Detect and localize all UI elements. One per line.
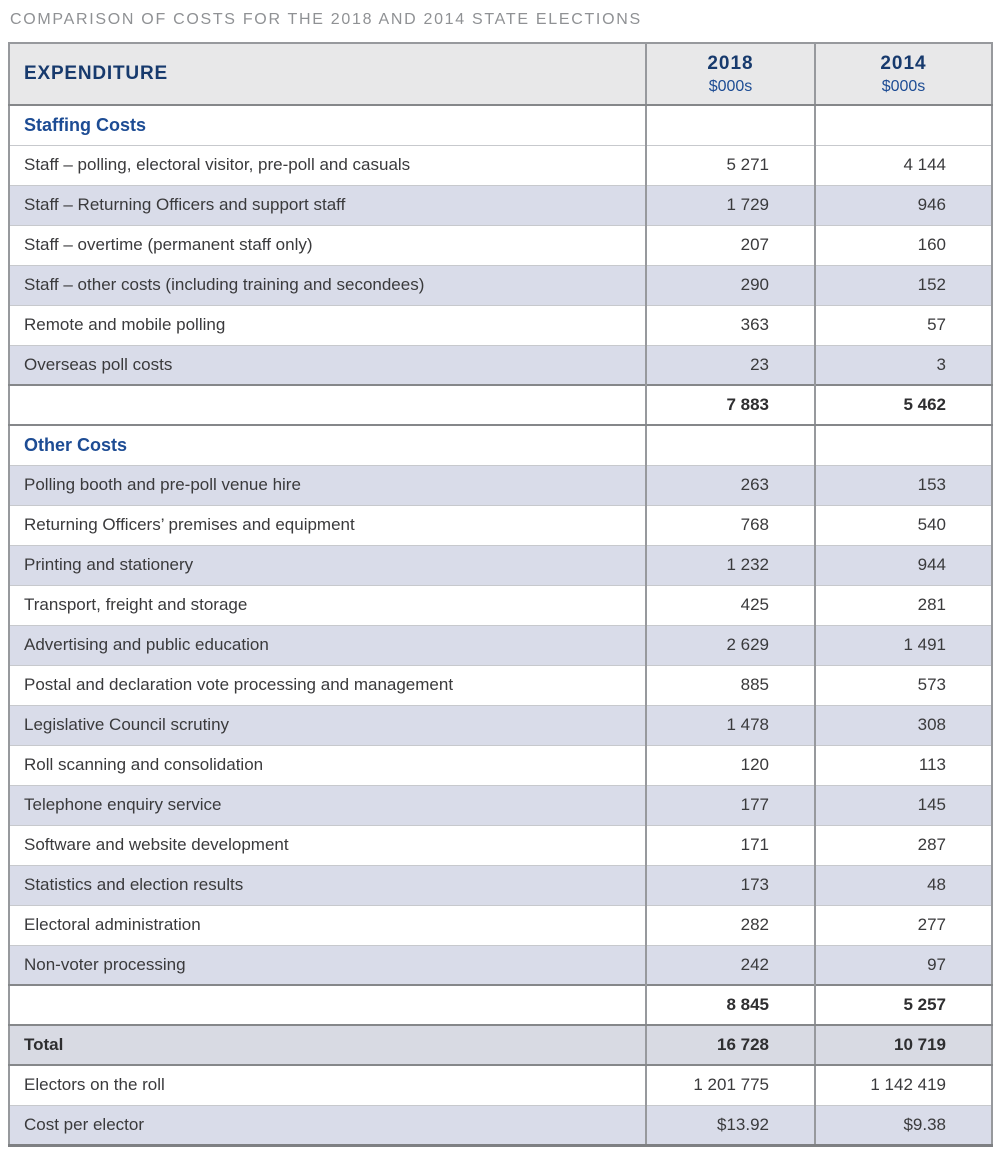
value-2018: 8 845: [646, 985, 815, 1025]
column-header-2018: [646, 43, 815, 105]
table-row: [9, 345, 992, 385]
total-row: [9, 1025, 992, 1065]
value-2018: 7 883: [646, 385, 815, 425]
value-2018: 768: [646, 505, 815, 545]
value-2014: 160: [815, 225, 992, 265]
row-label: Electors on the roll: [9, 1065, 646, 1105]
value-2014: 946: [815, 185, 992, 225]
value-2014: 10 719: [815, 1025, 992, 1065]
table-row: [9, 305, 992, 345]
value-2018: 290: [646, 265, 815, 305]
row-label: Software and website development: [9, 825, 646, 865]
value-2018: 263: [646, 465, 815, 505]
value-2014: 113: [815, 745, 992, 785]
table-row: [9, 265, 992, 305]
value-2014: 145: [815, 785, 992, 825]
year-2018-label: 2018: [707, 53, 754, 75]
value-2014: 48: [815, 865, 992, 905]
value-2018: 2 629: [646, 625, 815, 665]
value-2018: 173: [646, 865, 815, 905]
value-2018: 1 201 775: [646, 1065, 815, 1105]
unit-2018-label: $000s: [708, 77, 753, 95]
table-row: [9, 905, 992, 945]
section-row: [9, 425, 992, 465]
row-label: Other Costs: [9, 425, 646, 465]
subtotal-row: [9, 985, 992, 1025]
value-2018: 885: [646, 665, 815, 705]
row-label: Roll scanning and consolidation: [9, 745, 646, 785]
expenditure-column-header: EXPENDITURE: [9, 43, 646, 105]
value-2018: 363: [646, 305, 815, 345]
value-2018: 171: [646, 825, 815, 865]
row-label: Staff – other costs (including training and secondees): [9, 265, 646, 305]
value-2014: 944: [815, 545, 992, 585]
value-2014: 281: [815, 585, 992, 625]
row-label: Legislative Council scrutiny: [9, 705, 646, 745]
value-2018: 242: [646, 945, 815, 985]
value-2018: 23: [646, 345, 815, 385]
table-row: [9, 545, 992, 585]
value-2018: 16 728: [646, 1025, 815, 1065]
row-label: Total: [9, 1025, 646, 1065]
value-2014: 57: [815, 305, 992, 345]
value-2018: 282: [646, 905, 815, 945]
value-2014: 277: [815, 905, 992, 945]
table-row: [9, 705, 992, 745]
value-2014: 5 462: [815, 385, 992, 425]
value-2014: 3: [815, 345, 992, 385]
table-row: [9, 505, 992, 545]
table-row: [9, 785, 992, 825]
value-2018: 425: [646, 585, 815, 625]
value-2018: 1 478: [646, 705, 815, 745]
value-2014: [815, 105, 992, 145]
row-label: Electoral administration: [9, 905, 646, 945]
value-2014: 5 257: [815, 985, 992, 1025]
table-row: [9, 185, 992, 225]
row-label: Non-voter processing: [9, 945, 646, 985]
row-label: Statistics and election results: [9, 865, 646, 905]
table-row: [9, 225, 992, 265]
header-row: [9, 43, 992, 105]
page-title: COMPARISON OF COSTS FOR THE 2018 AND 2014 STATE ELECTIONS: [10, 11, 642, 28]
subtotal-row: [9, 385, 992, 425]
value-2014: 1 142 419: [815, 1065, 992, 1105]
table-row: [9, 465, 992, 505]
row-label: Telephone enquiry service: [9, 785, 646, 825]
table-row: [9, 665, 992, 705]
table-row: [9, 1105, 992, 1145]
unit-2014-label: $000s: [881, 77, 926, 95]
value-2014: 308: [815, 705, 992, 745]
value-2018: 207: [646, 225, 815, 265]
row-label: Staff – polling, electoral visitor, pre-poll and casuals: [9, 145, 646, 185]
value-2018: [646, 425, 815, 465]
table-row: [9, 865, 992, 905]
value-2018: 120: [646, 745, 815, 785]
table-header: [9, 43, 992, 105]
value-2018: 1 232: [646, 545, 815, 585]
row-label: Transport, freight and storage: [9, 585, 646, 625]
value-2014: 152: [815, 265, 992, 305]
row-label: [9, 985, 646, 1025]
value-2014: 287: [815, 825, 992, 865]
value-2018: $13.92: [646, 1105, 815, 1145]
value-2018: 1 729: [646, 185, 815, 225]
row-label: Polling booth and pre-poll venue hire: [9, 465, 646, 505]
table-row: [9, 585, 992, 625]
row-label: Staffing Costs: [9, 105, 646, 145]
table-row: [9, 1065, 992, 1105]
row-label: Remote and mobile polling: [9, 305, 646, 345]
table-row: [9, 625, 992, 665]
table-row: [9, 745, 992, 785]
table-row: [9, 825, 992, 865]
row-label: Overseas poll costs: [9, 345, 646, 385]
value-2014: 540: [815, 505, 992, 545]
row-label: Advertising and public education: [9, 625, 646, 665]
value-2014: [815, 425, 992, 465]
year-2014-label: 2014: [880, 53, 927, 75]
value-2018: 5 271: [646, 145, 815, 185]
row-label: [9, 385, 646, 425]
value-2018: 177: [646, 785, 815, 825]
value-2014: 4 144: [815, 145, 992, 185]
row-label: Postal and declaration vote processing and management: [9, 665, 646, 705]
column-header-2014: [815, 43, 992, 105]
cost-comparison-table: [8, 42, 993, 1147]
value-2014: 1 491: [815, 625, 992, 665]
value-2014: 573: [815, 665, 992, 705]
value-2018: [646, 105, 815, 145]
table-row: [9, 145, 992, 185]
row-label: Staff – overtime (permanent staff only): [9, 225, 646, 265]
row-label: Printing and stationery: [9, 545, 646, 585]
table-row: [9, 945, 992, 985]
row-label: Returning Officers’ premises and equipment: [9, 505, 646, 545]
table-body: [9, 105, 992, 1145]
value-2014: $9.38: [815, 1105, 992, 1145]
section-row: [9, 105, 992, 145]
value-2014: 97: [815, 945, 992, 985]
row-label: Cost per elector: [9, 1105, 646, 1145]
row-label: Staff – Returning Officers and support staff: [9, 185, 646, 225]
value-2014: 153: [815, 465, 992, 505]
